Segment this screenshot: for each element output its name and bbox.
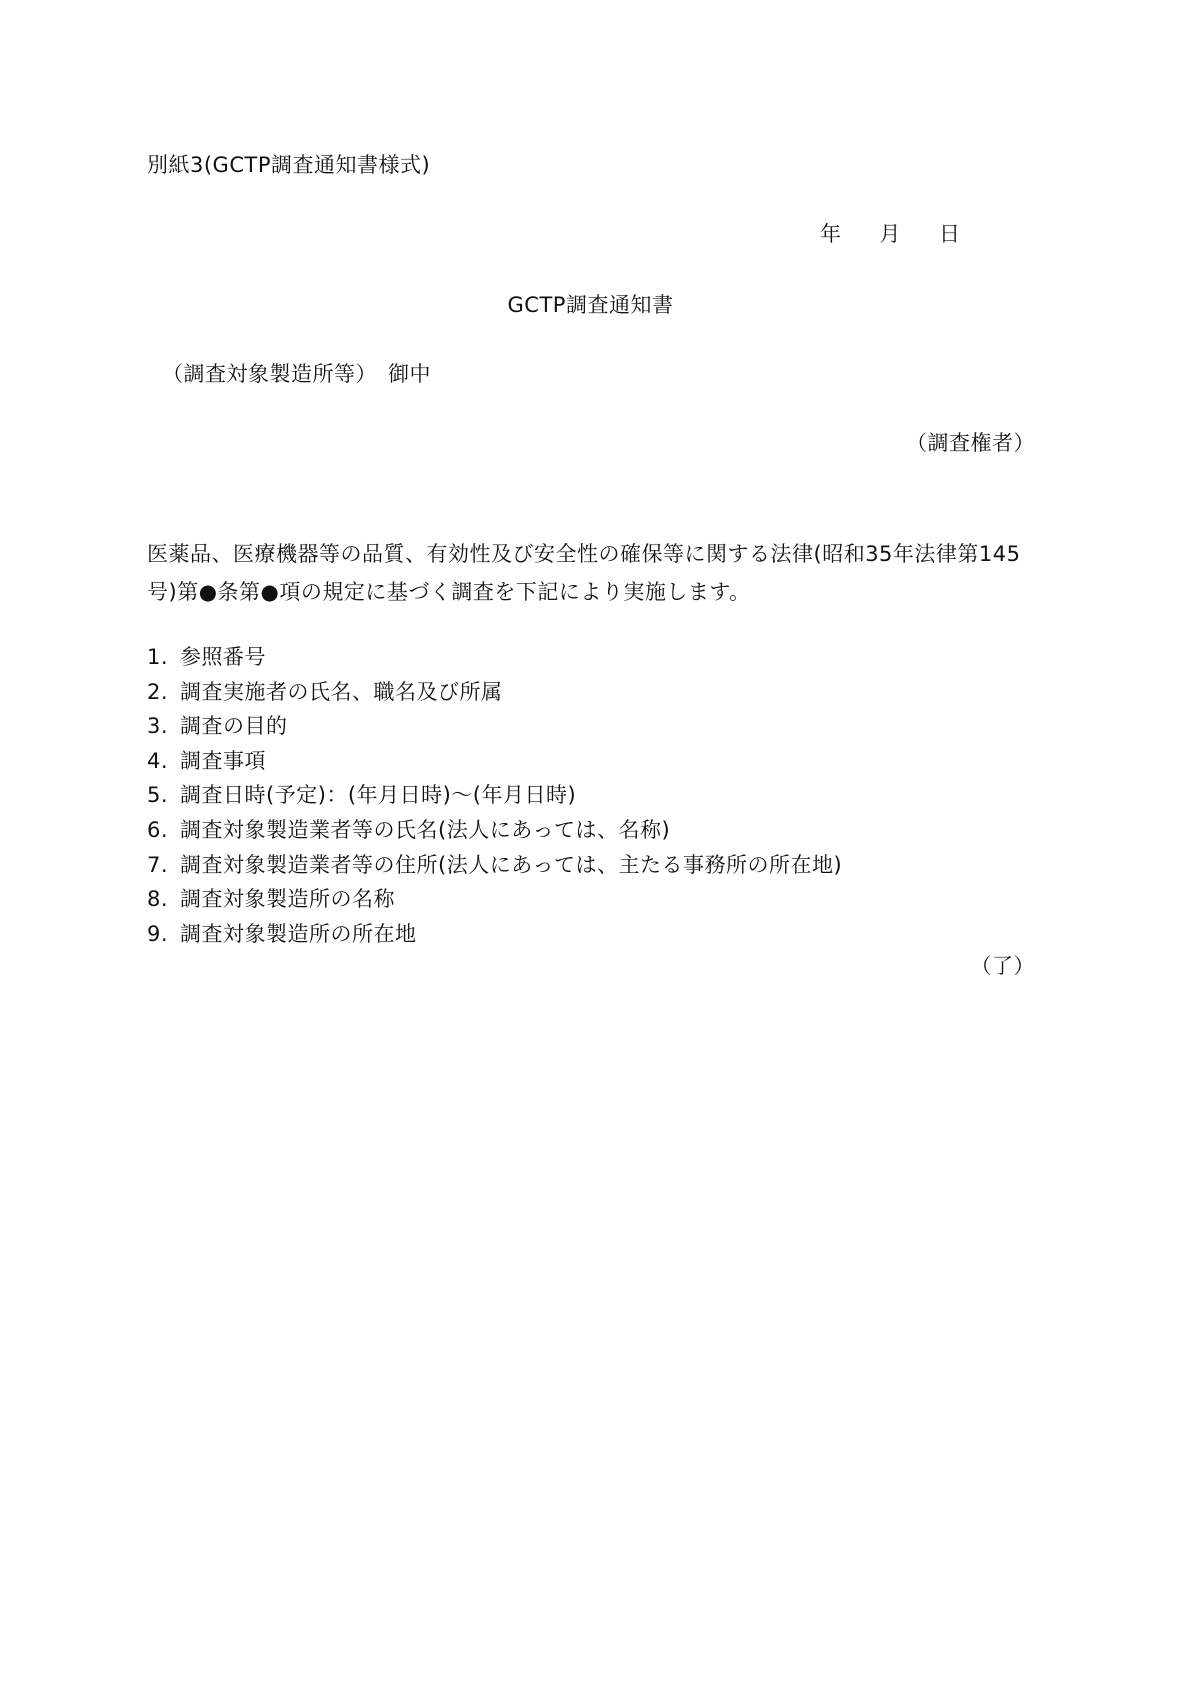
body-line: 号)第●条第●項の規定に基づく調査を下記により実施します。 xyxy=(147,580,751,604)
item-number: 2. xyxy=(147,679,169,704)
list-item xyxy=(147,813,842,848)
list-item xyxy=(147,882,842,917)
date-line xyxy=(820,222,1040,246)
list-item xyxy=(147,778,842,813)
item-number: 1. xyxy=(147,645,169,669)
item-number: 8. xyxy=(147,887,169,912)
body-line: 医薬品、医療機器等の品質、有効性及び安全性の確保等に関する法律(昭和35年法律第145 xyxy=(147,542,1021,566)
item-text: 調査対象製造所の名称 xyxy=(180,887,395,912)
closing-mark: （了） xyxy=(970,954,1035,978)
item-text: 調査日時(予定)：(年月日時)～(年月日時) xyxy=(180,783,577,808)
list-item xyxy=(147,744,842,779)
body-paragraph xyxy=(147,535,1047,611)
item-number: 6. xyxy=(147,817,169,842)
item-number: 7. xyxy=(147,852,169,877)
list-item xyxy=(147,848,842,883)
item-list xyxy=(147,640,842,951)
sender: （調査権者） xyxy=(906,431,1035,455)
item-text: 参照番号 xyxy=(180,645,266,669)
list-item xyxy=(147,640,842,675)
item-number: 4. xyxy=(147,748,169,773)
item-text: 調査実施者の氏名、職名及び所属 xyxy=(180,679,503,704)
item-number: 5. xyxy=(147,783,169,808)
attachment-label: 別紙3(GCTP調査通知書様式) xyxy=(147,153,431,177)
item-text: 調査事項 xyxy=(180,748,266,773)
date-year: 年 xyxy=(820,222,842,246)
item-text: 調査対象製造所の所在地 xyxy=(180,921,417,946)
list-item xyxy=(147,709,842,744)
item-number: 3. xyxy=(147,714,169,739)
date-day: 日 xyxy=(939,222,961,246)
item-text: 調査対象製造業者等の住所(法人にあっては、主たる事務所の所在地) xyxy=(180,852,843,877)
list-item xyxy=(147,675,842,710)
addressee: （調査対象製造所等） 御中 xyxy=(162,362,431,386)
list-item xyxy=(147,917,842,952)
document-title: GCTP調査通知書 xyxy=(507,293,674,317)
item-number: 9. xyxy=(147,921,169,946)
date-month: 月 xyxy=(879,222,901,246)
item-text: 調査の目的 xyxy=(180,714,288,739)
item-text: 調査対象製造業者等の氏名(法人にあっては、名称) xyxy=(180,817,671,842)
